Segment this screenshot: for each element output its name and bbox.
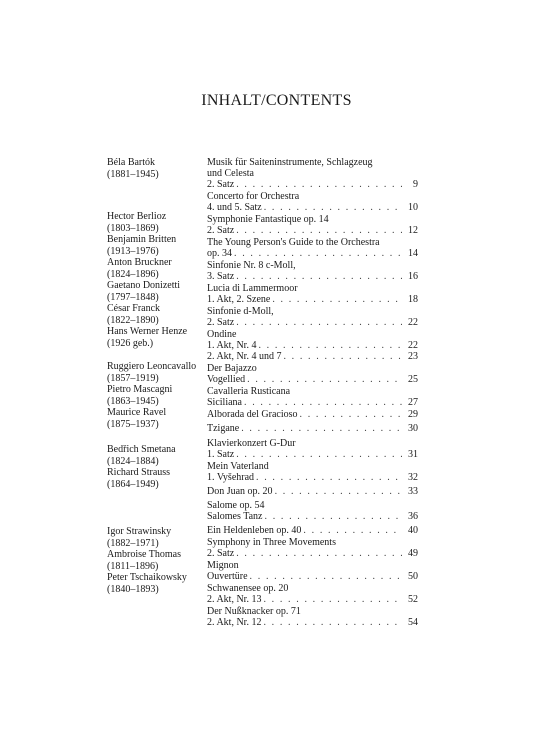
- entry-text: Tzigane: [207, 423, 240, 434]
- toc-entry: [207, 486, 418, 498]
- composer-dates: (1824–1896): [107, 268, 159, 280]
- entry-text: 2. Satz: [207, 317, 235, 328]
- entry-text: Der Nußknacker op. 71: [207, 606, 301, 617]
- toc-entry: [207, 472, 418, 484]
- dot-leader: [248, 571, 402, 583]
- entry-text: 2. Akt, Nr. 12: [207, 617, 262, 628]
- composer-entry: [107, 549, 207, 572]
- composer-entry: [107, 280, 207, 303]
- entry-text: 2. Akt, Nr. 13: [207, 594, 262, 605]
- composer-name: Peter Tschaikowsky: [107, 572, 187, 583]
- toc-entry: [207, 374, 418, 386]
- page-number: 16: [408, 271, 418, 282]
- composer-entry: [107, 257, 207, 280]
- work-title: [207, 168, 418, 180]
- entry-text: Lucia di Lammermoor: [207, 283, 298, 294]
- work-title: [207, 461, 418, 473]
- page-number: 36: [408, 511, 418, 522]
- entry-text: 2. Satz: [207, 179, 235, 190]
- toc-entry: [207, 397, 418, 409]
- entry-text: Vogellied: [207, 374, 246, 385]
- dot-leader: [261, 617, 402, 629]
- page-number: 23: [408, 351, 418, 362]
- work-title: [207, 157, 418, 169]
- toc-entry: [207, 423, 418, 435]
- composer-name: Benjamin Britten: [107, 234, 177, 245]
- composer-dates: (1882–1971): [107, 537, 159, 549]
- dot-leader: [242, 397, 402, 409]
- page-number: 9: [413, 179, 418, 190]
- toc-entry: [207, 594, 418, 606]
- entry-text: 3. Satz: [207, 271, 235, 282]
- page-number: 33: [408, 486, 418, 497]
- page-number: 25: [408, 374, 418, 385]
- toc-entry: [207, 294, 418, 306]
- composer-dates: (1803–1869): [107, 222, 159, 234]
- composer-name: Igor Strawinsky: [107, 526, 172, 537]
- toc-entry: [207, 525, 418, 537]
- composer-entry: [107, 361, 207, 384]
- composer-dates: (1863–1945): [107, 395, 159, 407]
- composer-dates: (1840–1893): [107, 583, 159, 595]
- composer-entry: [107, 234, 207, 257]
- dot-leader: [263, 511, 403, 523]
- composer-entry: [107, 211, 207, 234]
- page-number: 22: [408, 317, 418, 328]
- dot-leader: [298, 409, 402, 421]
- entry-text: Mein Vaterland: [207, 461, 269, 472]
- entry-text: Musik für Saiteninstrumente, Schlagzeug: [207, 157, 373, 168]
- page-number: 14: [408, 248, 418, 259]
- entry-text: Salomes Tanz: [207, 511, 263, 522]
- page-number: 18: [408, 294, 418, 305]
- work-title: [207, 606, 418, 618]
- dot-leader: [234, 317, 402, 329]
- entry-text: Ouvertüre: [207, 571, 248, 582]
- entry-text: Der Bajazzo: [207, 363, 257, 374]
- page-number: 10: [408, 202, 418, 213]
- composer-dates: (1913–1976): [107, 245, 159, 257]
- page-number: 32: [408, 472, 418, 483]
- entry-text: op. 34: [207, 248, 232, 259]
- page-number: 54: [408, 617, 418, 628]
- composer-dates: (1864–1949): [107, 478, 159, 490]
- work-title: [207, 237, 418, 249]
- toc-entry: [207, 571, 418, 583]
- work-title: [207, 537, 418, 549]
- dot-leader: [261, 594, 402, 606]
- entry-text: 1. Satz: [207, 449, 235, 460]
- work-title: [207, 583, 418, 595]
- composer-entry: [107, 157, 207, 180]
- composer-dates: (1857–1919): [107, 372, 159, 384]
- entry-text: 4. und 5. Satz: [207, 202, 262, 213]
- toc-entry: [207, 548, 418, 560]
- work-title: [207, 306, 418, 318]
- composer-entry: [107, 444, 207, 467]
- work-title: [207, 386, 418, 398]
- composer-name: Gaetano Donizetti: [107, 280, 181, 291]
- dot-leader: [232, 248, 402, 260]
- work-title: [207, 283, 418, 295]
- composer-dates: (1811–1896): [107, 560, 159, 572]
- work-title: [207, 363, 418, 375]
- toc-entry: [207, 449, 418, 461]
- toc-entry: [207, 202, 418, 214]
- composer-name: Maurice Ravel: [107, 407, 167, 418]
- dot-leader: [239, 423, 402, 435]
- composer-entry: [107, 303, 207, 326]
- toc-entry: [207, 409, 418, 421]
- work-title: [207, 214, 418, 226]
- dot-leader: [254, 472, 402, 484]
- entry-text: 1. Vyšehrad: [207, 472, 255, 483]
- entry-text: Schwanensee op. 20: [207, 583, 289, 594]
- work-title: [207, 500, 418, 512]
- dot-leader: [256, 340, 402, 352]
- entry-text: Symphonie Fantastique op. 14: [207, 214, 329, 225]
- entry-text: Siciliana: [207, 397, 242, 408]
- work-title: [207, 329, 418, 341]
- composer-name: Bedřich Smetana: [107, 444, 176, 455]
- composer-entry: [107, 326, 207, 349]
- toc-entry: [207, 248, 418, 260]
- toc-entry: [207, 225, 418, 237]
- entry-text: 2. Satz: [207, 548, 235, 559]
- entry-text: The Young Person's Guide to the Orchestra: [207, 237, 380, 248]
- entry-text: Symphony in Three Movements: [207, 537, 336, 548]
- entry-text: 1. Akt, 2. Szene: [207, 294, 271, 305]
- page-number: 40: [408, 525, 418, 536]
- page-number: 27: [408, 397, 418, 408]
- entry-text: Cavalleria Rusticana: [207, 386, 291, 397]
- entry-text: Mignon: [207, 560, 239, 571]
- composer-name: Hans Werner Henze: [107, 326, 188, 337]
- composer-name: Richard Strauss: [107, 467, 171, 478]
- work-title: [207, 260, 418, 272]
- entry-text: Sinfonie Nr. 8 c-Moll,: [207, 260, 296, 271]
- entry-text: Ondine: [207, 329, 237, 340]
- composer-name: Béla Bartók: [107, 157, 156, 168]
- composer-entry: [107, 467, 207, 490]
- composer-entry: [107, 407, 207, 430]
- toc-entry: [207, 351, 418, 363]
- page-number: 52: [408, 594, 418, 605]
- composer-name: Pietro Mascagni: [107, 384, 173, 395]
- work-title: [207, 438, 418, 450]
- composer-dates: (1881–1945): [107, 168, 159, 180]
- dot-leader: [234, 548, 402, 560]
- entry-text: 2. Akt, Nr. 4 und 7: [207, 351, 282, 362]
- composer-name: Hector Berlioz: [107, 211, 167, 222]
- page-number: 29: [408, 409, 418, 420]
- composer-entry: [107, 384, 207, 407]
- page-number: 31: [408, 449, 418, 460]
- composer-dates: (1824–1884): [107, 455, 159, 467]
- composer-name: César Franck: [107, 303, 161, 314]
- toc-entry: [207, 340, 418, 352]
- entry-text: Don Juan op. 20: [207, 486, 273, 497]
- composer-name: Ambroise Thomas: [107, 549, 181, 560]
- composer-dates: (1822–1890): [107, 314, 159, 326]
- composer-entry: [107, 526, 207, 549]
- dot-leader: [234, 271, 402, 283]
- entry-text: Concerto for Orchestra: [207, 191, 300, 202]
- entry-text: Ein Heldenleben op. 40: [207, 525, 302, 536]
- dot-leader: [262, 202, 402, 214]
- composer-entry: [107, 572, 207, 595]
- page-number: 30: [408, 423, 418, 434]
- composer-name: Ruggiero Leoncavallo: [107, 361, 197, 372]
- entry-text: Sinfonie d-Moll,: [207, 306, 274, 317]
- entry-text: Salome op. 54: [207, 500, 265, 511]
- dot-leader: [234, 225, 402, 237]
- dot-leader: [234, 449, 402, 461]
- entry-text: 1. Akt, Nr. 4: [207, 340, 257, 351]
- dot-leader: [301, 525, 402, 537]
- toc-entry: [207, 511, 418, 523]
- toc-entry: [207, 317, 418, 329]
- composer-dates: (1875–1937): [107, 418, 159, 430]
- page-number: 50: [408, 571, 418, 582]
- entry-text: und Celesta: [207, 168, 254, 179]
- composer-dates: (1797–1848): [107, 291, 159, 303]
- page-number: 49: [408, 548, 418, 559]
- dot-leader: [273, 486, 402, 498]
- work-title: [207, 191, 418, 203]
- composer-name: Anton Bruckner: [107, 257, 172, 268]
- composer-dates: (1926 geb.): [107, 337, 154, 349]
- entry-text: Klavierkonzert G-Dur: [207, 438, 296, 449]
- work-title: [207, 560, 418, 572]
- toc-entry: [207, 179, 418, 191]
- toc-entry: [207, 271, 418, 283]
- entry-text: Alborada del Gracioso: [207, 409, 298, 420]
- entry-text: 2. Satz: [207, 225, 235, 236]
- dot-leader: [281, 351, 402, 363]
- page-number: 12: [408, 225, 418, 236]
- dot-leader: [234, 179, 402, 191]
- page-number: 22: [408, 340, 418, 351]
- dot-leader: [245, 374, 402, 386]
- dot-leader: [270, 294, 402, 306]
- page-title: INHALT/CONTENTS: [201, 92, 352, 109]
- toc-entry: [207, 617, 418, 629]
